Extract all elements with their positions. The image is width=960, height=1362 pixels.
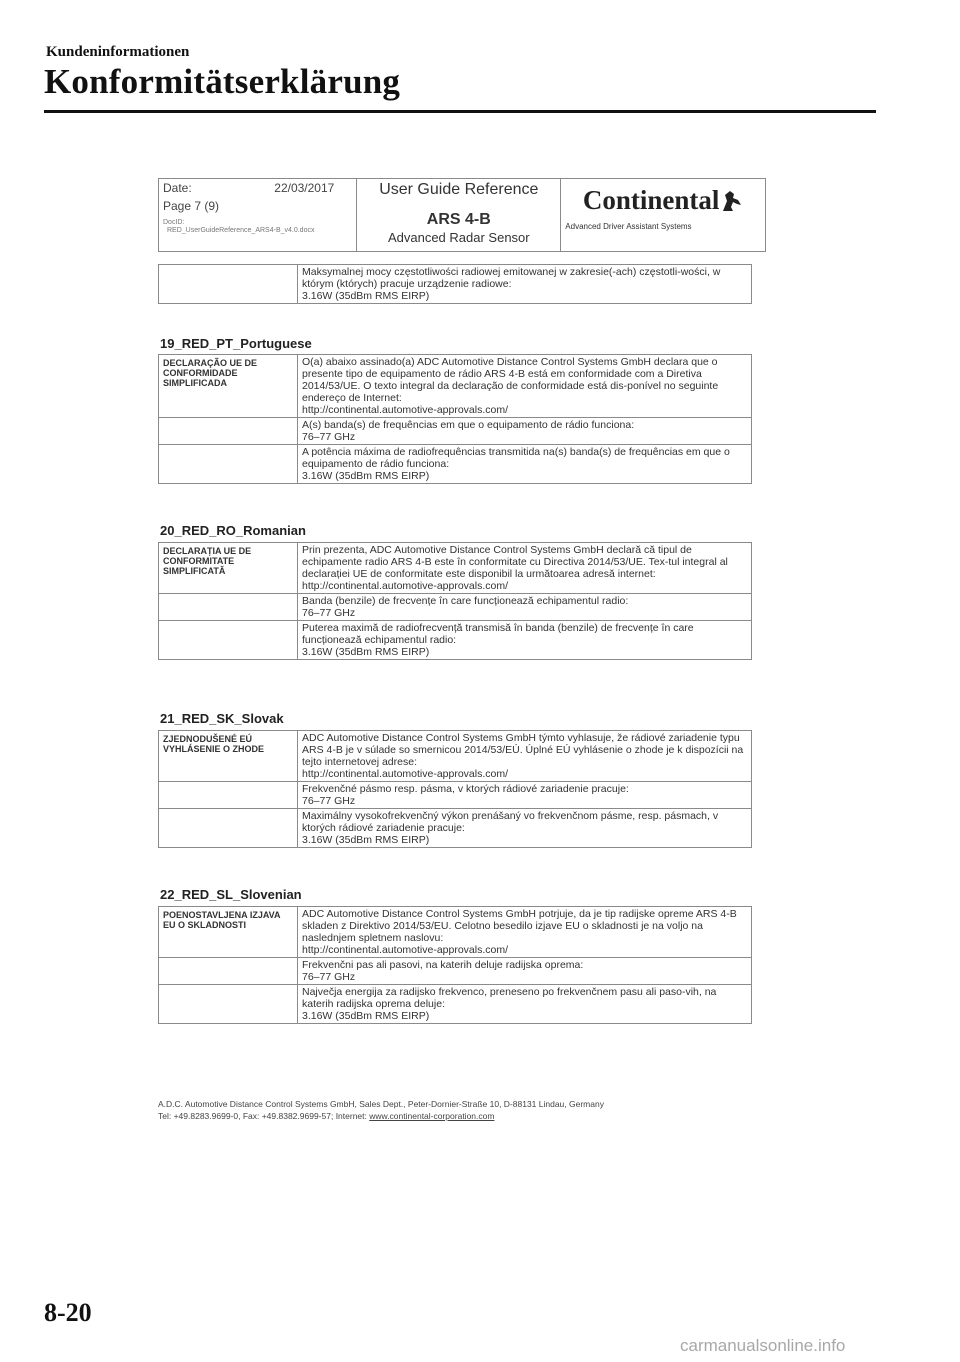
footer-address: A.D.C. Automotive Distance Control Systems GmbH, Sales Dept., Peter-Dornier-Straße 10, D-88131 Lindau, Germany	[158, 1099, 604, 1109]
footer-phone-fax: Tel: +49.8283.9699-0, Fax: +49.8382.9699-57; Internet:	[158, 1111, 370, 1121]
pl-power-cell	[298, 265, 752, 304]
band-value-sl: 76–77 GHz	[302, 971, 356, 983]
power-text-ro: Puterea maximă de radiofrecvență transmisă în banda (benzile) de frecvențe în care funcționează echipamentul radio:	[302, 622, 694, 646]
brand-cell	[561, 179, 766, 252]
power-text-sk: Maximálny vysokofrekvenčný výkon prenášaný vo frekvenčnom pásme, resp. pásmach, v ktorých rádiové zariadenie pracuje:	[302, 810, 719, 834]
section-label-sk: ZJEDNODUŠENÉ EÚ VYHLÁSENIE O ZHODE	[159, 731, 298, 782]
company-footer	[158, 1098, 604, 1122]
power-value-sk: 3.16W (35dBm RMS EIRP)	[302, 834, 430, 846]
band-text-ro: Banda (benzile) de frecvențe în care funcționează echipamentul radio:	[302, 595, 629, 607]
section-title-sl: 22_RED_SL_Slovenian	[160, 887, 302, 902]
section-table-sl	[158, 906, 752, 1024]
footer-contact	[158, 1110, 604, 1122]
band-cell-pt	[298, 418, 752, 445]
date-value: 22/03/2017	[274, 181, 335, 195]
page-number: 8-20	[44, 1298, 92, 1327]
docid-value: RED_UserGuideReference_ARS4-B_v4.0.docx	[167, 227, 315, 234]
declaration-text-ro: Prin prezenta, ADC Automotive Distance Control Systems GmbH declară că tipul de echipamente radio ARS 4-B este în conformitate cu Directiva 2014/53/UE. Tex-tul integral al declarației UE de conformitate este disponibil la următoarea adresă internet:	[302, 544, 728, 580]
declaration-cell-sl	[298, 907, 752, 958]
section-title-sk: 21_RED_SK_Slovak	[160, 711, 284, 726]
power-cell-sl	[298, 985, 752, 1024]
date-label: Date:	[163, 181, 192, 195]
pl-power-value: 3.16W (35dBm RMS EIRP)	[302, 290, 430, 302]
pl-power-text: Maksymalnej mocy częstotliwości radiowej emitowanej w zakresie(-ach) częstotli-wości, w którym (których) pracuje urządzenie radiowe:	[302, 266, 721, 290]
product-name: ARS 4-B	[426, 211, 491, 228]
declaration-cell-sk	[298, 731, 752, 782]
declaration-url-sl: http://continental.automotive-approvals.com/	[302, 944, 509, 956]
document-meta-cell	[159, 179, 357, 252]
section-label-sl: POENOSTAVLJENA IZJAVA EU O SKLADNOSTI	[159, 907, 298, 958]
section-table-ro	[158, 542, 752, 660]
section-table-sk	[158, 730, 752, 848]
power-value-sl: 3.16W (35dBm RMS EIRP)	[302, 1010, 430, 1022]
band-cell-ro	[298, 594, 752, 621]
declaration-url-sk: http://continental.automotive-approvals.com/	[302, 768, 509, 780]
logo-text: Continental	[582, 185, 720, 215]
power-text-sl: Največja energija za radijsko frekvenco, preneseno po frekvenčnem pasu ali paso-vih, na katerih radijska oprema deluje:	[302, 986, 717, 1010]
band-value-ro: 76–77 GHz	[302, 607, 356, 619]
declaration-text-sl: ADC Automotive Distance Control Systems GmbH potrjuje, da je tip radijske opreme ARS 4-B skladen z Direktivo 2014/53/EU. Celotno besedilo izjave EU o skladnosti je na voljo na naslednjem spletnem naslovu:	[302, 908, 737, 944]
product-description: Advanced Radar Sensor	[387, 230, 530, 245]
declaration-cell-ro	[298, 543, 752, 594]
band-value-pt: 76–77 GHz	[302, 431, 356, 443]
band-text-sl: Frekvenčni pas ali pasovi, na katerih deluje radijska oprema:	[302, 959, 584, 971]
power-text-pt: A potência máxima de radiofrequências transmitida na(s) banda(s) de frequências em que o equipamento de rádio funciona:	[302, 446, 730, 470]
band-cell-sl	[298, 958, 752, 985]
power-cell-pt	[298, 445, 752, 484]
continental-logo	[565, 185, 761, 216]
power-cell-sk	[298, 809, 752, 848]
page-title: Konformitätserklärung	[44, 62, 401, 101]
document-title: User Guide Reference	[379, 181, 539, 198]
section-label: Kundeninformationen	[46, 44, 190, 60]
watermark: carmanualsonline.info	[680, 1336, 846, 1355]
section-label-pt: DECLARAÇÃO UE DE CONFORMIDADE SIMPLIFICADA	[159, 355, 298, 418]
document-title-cell	[357, 179, 561, 252]
band-value-sk: 76–77 GHz	[302, 795, 356, 807]
document-header-table	[158, 178, 766, 252]
footer-website-link[interactable]: www.continental-corporation.com	[369, 1111, 495, 1121]
header-divider	[44, 110, 876, 113]
band-text-sk: Frekvenčné pásmo resp. pásma, v ktorých rádiové zariadenie pracuje:	[302, 783, 629, 795]
declaration-text-sk: ADC Automotive Distance Control Systems GmbH týmto vyhlasuje, že rádiové zariadenie typu ARS 4-B je v súlade so smernicou 2014/53/EÚ. Úplné EÚ vyhlásenie o zhode je k dispozícii na tejto internetovej adrese:	[302, 732, 744, 768]
horse-icon	[721, 189, 743, 213]
section-table-pt	[158, 354, 752, 484]
declaration-cell-pt	[298, 355, 752, 418]
page-indicator: Page 7 (9)	[163, 199, 220, 213]
declaration-url-ro: http://continental.automotive-approvals.com/	[302, 580, 509, 592]
band-text-pt: A(s) banda(s) de frequências em que o equipamento de rádio funciona:	[302, 419, 635, 431]
pl-tail-table	[158, 264, 752, 304]
power-value-ro: 3.16W (35dBm RMS EIRP)	[302, 646, 430, 658]
section-title-ro: 20_RED_RO_Romanian	[160, 523, 306, 538]
declaration-url-pt: http://continental.automotive-approvals.com/	[302, 404, 509, 416]
power-value-pt: 3.16W (35dBm RMS EIRP)	[302, 470, 430, 482]
power-cell-ro	[298, 621, 752, 660]
docid-label: DocID:	[163, 219, 185, 226]
division-name: Advanced Driver Assistant Systems	[565, 222, 692, 231]
section-label-ro: DECLARAȚIA UE DE CONFORMITATE SIMPLIFICATĂ	[159, 543, 298, 594]
band-cell-sk	[298, 782, 752, 809]
section-title-pt: 19_RED_PT_Portuguese	[160, 336, 312, 351]
declaration-text-pt: O(a) abaixo assinado(a) ADC Automotive Distance Control Systems GmbH declara que o presente tipo de equipamento de rádio ARS 4-B está em conformidade com a Diretiva 2014/53/UE. O texto integral da declaração de conformidade está dis-ponível no seguinte endereço de Internet:	[302, 356, 719, 404]
